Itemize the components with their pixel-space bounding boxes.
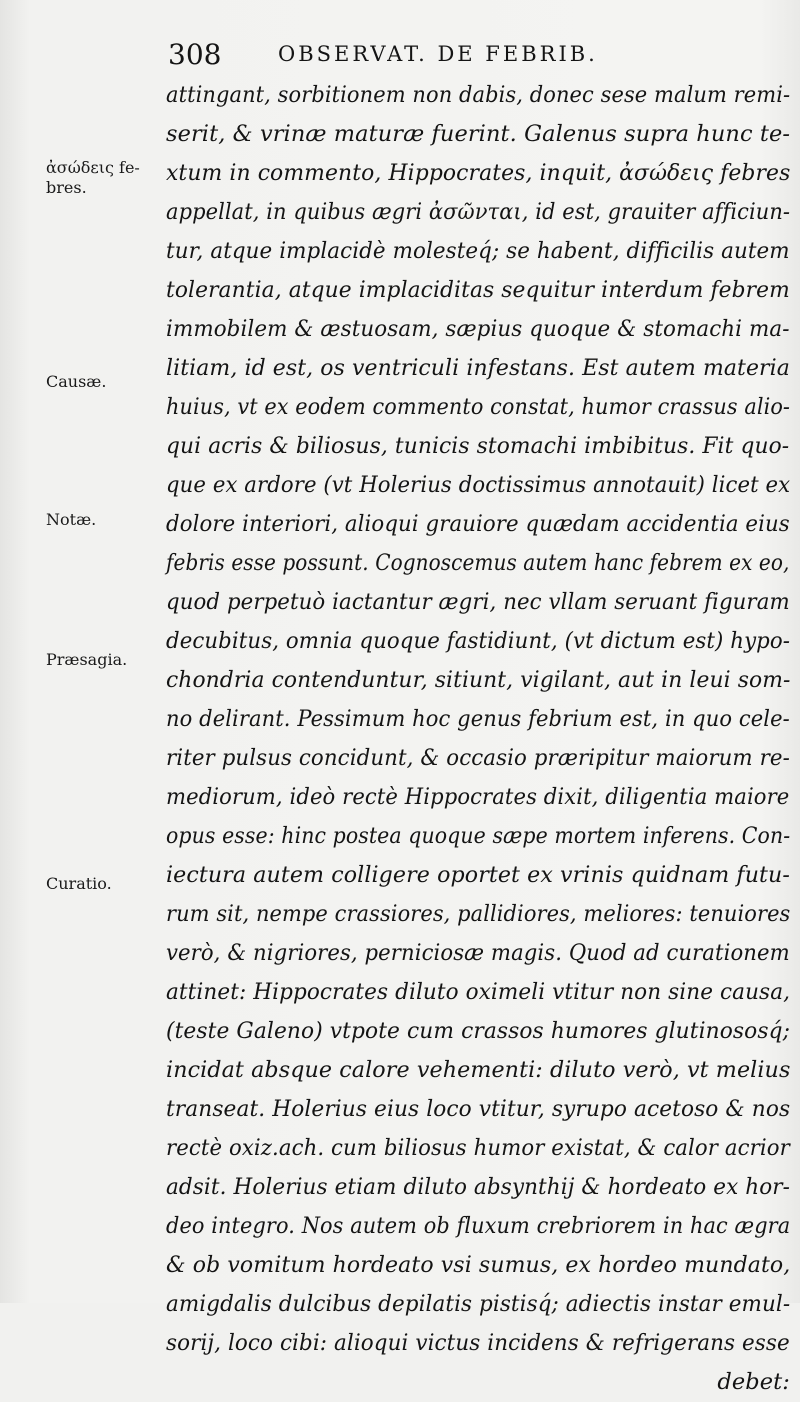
text-line: attinet: Hippocrates diluto oximeli vtitur non sine causa, [166, 979, 791, 1005]
margin-note-praesagia: Præsagia. [46, 650, 128, 669]
text-line: transeat. Holerius eius loco vtitur, syrupo acetoso & nos [166, 1096, 791, 1122]
page-header [168, 38, 788, 78]
text-line: decubitus, omnia quoque fastidiunt, (vt dictum est) hypo- [166, 628, 791, 654]
text-line: que ex ardore (vt Holerius doctissimus annotauit) licet ex [166, 472, 791, 498]
text-line: adsit. Holerius etiam diluto absynthij & hordeato ex hor- [166, 1174, 791, 1200]
text-line: dolore interiori, alioqui grauiore quædam accidentia eius [166, 511, 790, 537]
margin-note-curatio: Curatio. [46, 874, 112, 893]
text-line: deo integro. Nos autem ob fluxum crebriorem in hac ægra [166, 1213, 791, 1239]
text-line: litiam, id est, os ventriculi infestans. Est autem materia [166, 355, 790, 381]
text-line: xtum in commento, Hippocrates, inquit, ἀσώδεις febres [166, 160, 791, 186]
text-line: & ob vomitum hordeato vsi sumus, ex hordeo mundato, [166, 1252, 791, 1278]
margin-note-asodeis [46, 158, 140, 198]
text-line: chondria contenduntur, sitiunt, vigilant, aut in leui som- [166, 667, 791, 693]
text-line: rectè oxiz.ach. cum biliosus humor existat, & calor acrior [166, 1135, 790, 1161]
text-line: quod perpetuò iactantur ægri, nec vllam seruant figuram [166, 589, 790, 615]
text-line: verò, & nigriores, perniciosæ magis. Quod ad curationem [166, 940, 790, 966]
text-line: immobilem & æstuosam, sæpius quoque & stomachi ma- [166, 316, 790, 342]
page-number: 308 [168, 38, 222, 71]
text-line: tolerantia, atque implaciditas sequitur interdum febrem [166, 277, 790, 303]
text-line: riter pulsus concidunt, & occasio præripitur maiorum re- [166, 745, 790, 771]
text-line: rum sit, nempe crassiores, pallidiores, meliores: tenuiores [166, 901, 791, 927]
body-text [166, 76, 790, 1402]
text-line: mediorum, ideò rectè Hippocrates dixit, diligentia maiore [166, 784, 790, 810]
text-line: iectura autem colligere oportet ex vrinis quidnam futu- [166, 862, 790, 888]
running-head: OBSERVAT. DE FEBRIB. [278, 42, 598, 66]
text-line: (teste Galeno) vtpote cum crassos humores glutinososq́; [166, 1018, 791, 1044]
margin-note-notae: Notæ. [46, 510, 97, 529]
text-line: appellat, in quibus ægri ἀσῶνται, id est, grauiter afficiun- [166, 199, 791, 225]
text-line: amigdalis dulcibus depilatis pistisq́; adiectis instar emul- [166, 1291, 791, 1317]
catchword: debet: [717, 1369, 790, 1395]
margin-note-asodeis-line2: bres. [46, 178, 87, 197]
text-line: tur, atque implacidè molesteq́; se habent, difficilis autem [166, 238, 790, 264]
margin-note-asodeis-line1: ἀσώδεις fe- [46, 158, 140, 177]
text-line: febris esse possunt. Cognoscemus autem hanc febrem ex eo, [166, 550, 790, 576]
text-line: sorij, loco cibi: alioqui victus incidens & refrigerans esse [166, 1330, 790, 1356]
margin-note-causae: Causæ. [46, 372, 107, 391]
text-line: no delirant. Pessimum hoc genus febrium est, in quo cele- [166, 706, 790, 732]
text-line: attingant, sorbitionem non dabis, donec sese malum remi- [166, 82, 791, 108]
text-line: opus esse: hinc postea quoque sæpe mortem inferens. Con- [166, 823, 791, 849]
text-line: incidat absque calore vehementi: diluto verò, vt melius [166, 1057, 791, 1083]
text-line: serit, & vrinæ maturæ fuerint. Galenus supra hunc te- [166, 121, 791, 147]
text-line: huius, vt ex eodem commento constat, humor crassus alio- [166, 394, 791, 420]
text-line: qui acris & biliosus, tunicis stomachi imbibitus. Fit quo- [166, 433, 790, 459]
